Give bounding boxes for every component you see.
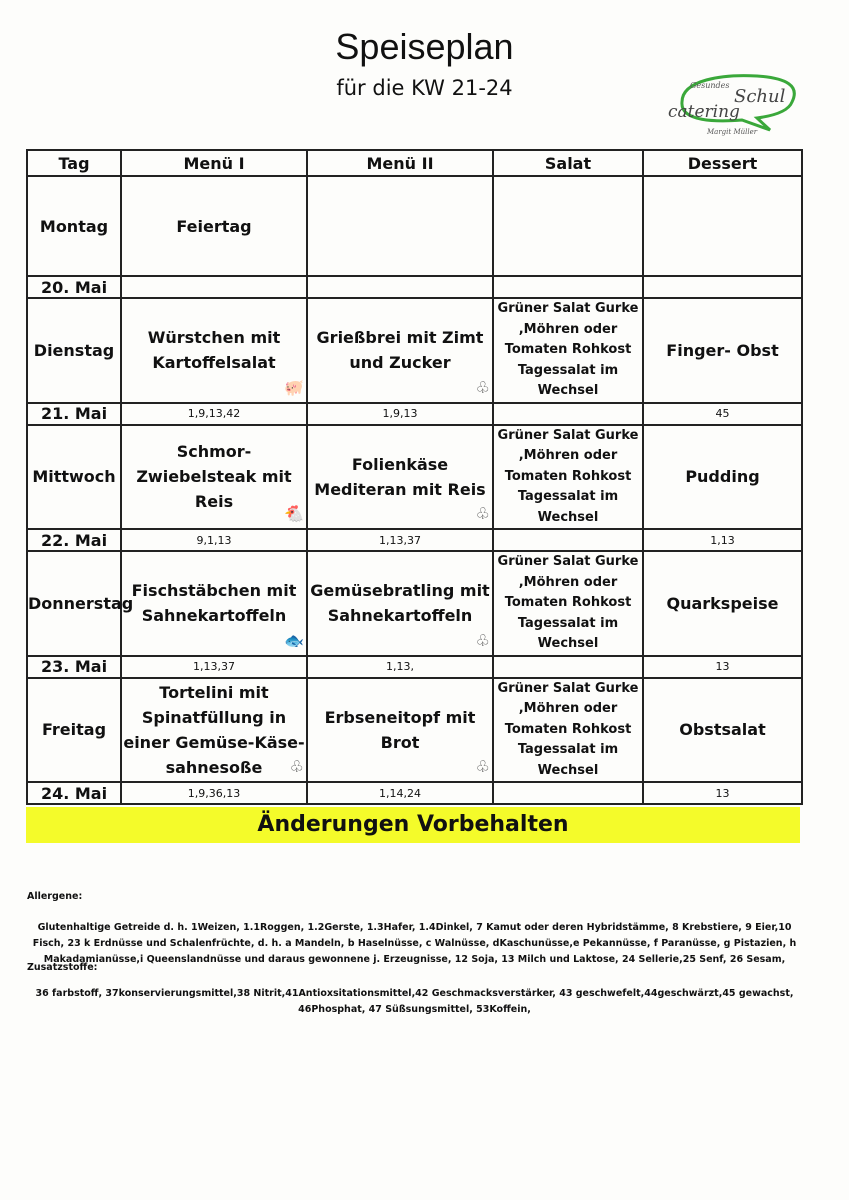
table-row	[27, 678, 802, 783]
header-menu-2: Menü II	[307, 150, 493, 176]
fish-icon: 🐟	[284, 630, 304, 650]
allergens-title: Allergene:	[27, 891, 83, 902]
vegetable-icon: ♧	[475, 504, 490, 523]
menu-1-text: Fischstäbchen mit Sahnekartoffeln	[131, 581, 297, 626]
date-row	[27, 656, 802, 678]
date-row	[27, 782, 802, 804]
date-cell: 20. Mai	[27, 276, 121, 298]
table-row	[27, 298, 802, 403]
salad-codes	[493, 529, 643, 551]
date-cell: 24. Mai	[27, 782, 121, 804]
menu-1-text: Tortelini mit Spinatfüllung in einer Gemüse-Käse-sahnesoße	[123, 682, 305, 777]
additives-title: Zusatzstoffe:	[27, 962, 98, 973]
menu-1-cell	[121, 678, 307, 783]
salad-codes	[493, 276, 643, 298]
table-row	[27, 176, 802, 276]
date-row	[27, 276, 802, 298]
menu-2-codes: 1,9,13	[307, 403, 493, 425]
salad-codes	[493, 656, 643, 678]
dessert-codes: 1,13	[643, 529, 802, 551]
menu-2-cell	[307, 298, 493, 403]
menu-2-cell	[307, 176, 493, 276]
menu-2-cell	[307, 425, 493, 530]
dessert-cell: Obstsalat	[643, 678, 802, 783]
dessert-codes	[643, 276, 802, 298]
menu-1-codes	[121, 276, 307, 298]
logo-top-text: Gesundes	[690, 81, 730, 90]
day-cell: Freitag	[27, 678, 121, 783]
table-header-row	[27, 150, 802, 176]
header-day: Tag	[27, 150, 121, 176]
menu-2-text: Folienkäse Mediteran mit Reis	[314, 454, 486, 499]
dessert-cell: Pudding	[643, 425, 802, 530]
vegetable-icon: ♧	[475, 377, 490, 397]
dessert-cell: Quarkspeise	[643, 551, 802, 656]
salad-cell: Grüner Salat Gurke ,Möhren oder Tomaten Rohkost Tagessalat im Wechsel	[493, 298, 643, 403]
menu-1-cell	[121, 298, 307, 403]
salad-cell: Grüner Salat Gurke ,Möhren oder Tomaten Rohkost Tagessalat im Wechsel	[493, 425, 643, 530]
menu-2-codes	[307, 276, 493, 298]
page-subtitle: für die KW 21-24	[336, 76, 513, 100]
salad-codes	[493, 403, 643, 425]
date-cell: 21. Mai	[27, 403, 121, 425]
menu-2-codes: 1,13,37	[307, 529, 493, 551]
menu-1-codes: 9,1,13	[121, 529, 307, 551]
header-salad: Salat	[493, 150, 643, 176]
menu-1-cell	[121, 551, 307, 656]
dessert-cell	[643, 176, 802, 276]
menu-2-codes: 1,13,	[307, 656, 493, 678]
logo-owner: Margit Müller	[707, 128, 758, 136]
menu-1-text: Schmor-Zwiebelsteak mit Reis	[136, 442, 292, 512]
vegetable-icon: ♧	[475, 630, 490, 650]
salad-cell	[493, 176, 643, 276]
salad-cell: Grüner Salat Gurke ,Möhren oder Tomaten Rohkost Tagessalat im Wechsel	[493, 678, 643, 783]
dessert-codes: 13	[643, 782, 802, 804]
day-cell: Dienstag	[27, 298, 121, 403]
additives-text: 36 farbstoff, 37konservierungsmittel,38 Nitrit,41Antioxsitationsmittel,42 Geschmacksverstärker, 43 geschwefelt,44geschwärzt,45 gewachst, 46Phosphat, 47 Süßsungsmittel, 53Koffein,	[35, 988, 794, 1015]
menu-2-cell	[307, 678, 493, 783]
date-cell: 22. Mai	[27, 529, 121, 551]
logo-word-2: catering	[668, 102, 740, 122]
allergens-text: Glutenhaltige Getreide d. h. 1Weizen, 1.1Roggen, 1.2Gerste, 1.3Hafer, 1.4Dinkel, 7 Kamut oder deren Hybridstämme, 8 Krebstiere, 9 Eier,10 Fisch, 23 k Erdnüsse und Schalenfrüchte, d. h. a Mandeln, b Haselnüsse, c Walnüsse, dKaschunüsse,e Pekannüsse, f Paranüsse, g Pistazien, h Makadamianüsse,i Queenslandnüsse und daraus gewonnene j. Erzeugnisse, 12 Soja, 13 Milch und Laktose, 24 Sellerie,25 Senf, 26 Sesam,	[32, 922, 797, 965]
changes-reserved-banner: Änderungen Vorbehalten	[26, 807, 800, 843]
pig-icon: 🐖	[284, 377, 304, 397]
header-dessert: Dessert	[643, 150, 802, 176]
page-title: Speiseplan	[335, 26, 514, 67]
salad-cell: Grüner Salat Gurke ,Möhren oder Tomaten Rohkost Tagessalat im Wechsel	[493, 551, 643, 656]
menu-1-codes: 1,9,36,13	[121, 782, 307, 804]
date-row	[27, 403, 802, 425]
menu-1-codes: 1,13,37	[121, 656, 307, 678]
logo-word-1: Schul	[734, 86, 786, 107]
menu-2-cell	[307, 551, 493, 656]
day-cell: Mittwoch	[27, 425, 121, 530]
salad-codes	[493, 782, 643, 804]
menu-2-text: Erbseneitopf mit Brot	[324, 707, 476, 752]
catering-logo	[662, 72, 802, 140]
vegetable-icon: ♧	[475, 757, 490, 776]
dessert-codes: 13	[643, 656, 802, 678]
menu-1-cell	[121, 425, 307, 530]
chicken-icon: 🐔	[284, 504, 304, 523]
menu-table	[26, 149, 803, 805]
dessert-codes: 45	[643, 403, 802, 425]
menu-1-text: Würstchen mit Kartoffelsalat	[147, 328, 281, 373]
date-cell: 23. Mai	[27, 656, 121, 678]
date-row	[27, 529, 802, 551]
dessert-cell: Finger- Obst	[643, 298, 802, 403]
table-row	[27, 551, 802, 656]
day-cell: Montag	[27, 176, 121, 276]
menu-1-codes: 1,9,13,42	[121, 403, 307, 425]
menu-2-text: Grießbrei mit Zimt und Zucker	[316, 328, 484, 373]
day-cell: Donnerstag	[27, 551, 121, 656]
menu-2-codes: 1,14,24	[307, 782, 493, 804]
menu-1-cell: Feiertag	[121, 176, 307, 276]
header-menu-1: Menü I	[121, 150, 307, 176]
menu-2-text: Gemüsebratling mit Sahnekartoffeln	[310, 581, 490, 626]
table-row	[27, 425, 802, 530]
vegetable-icon: ♧	[289, 757, 304, 776]
